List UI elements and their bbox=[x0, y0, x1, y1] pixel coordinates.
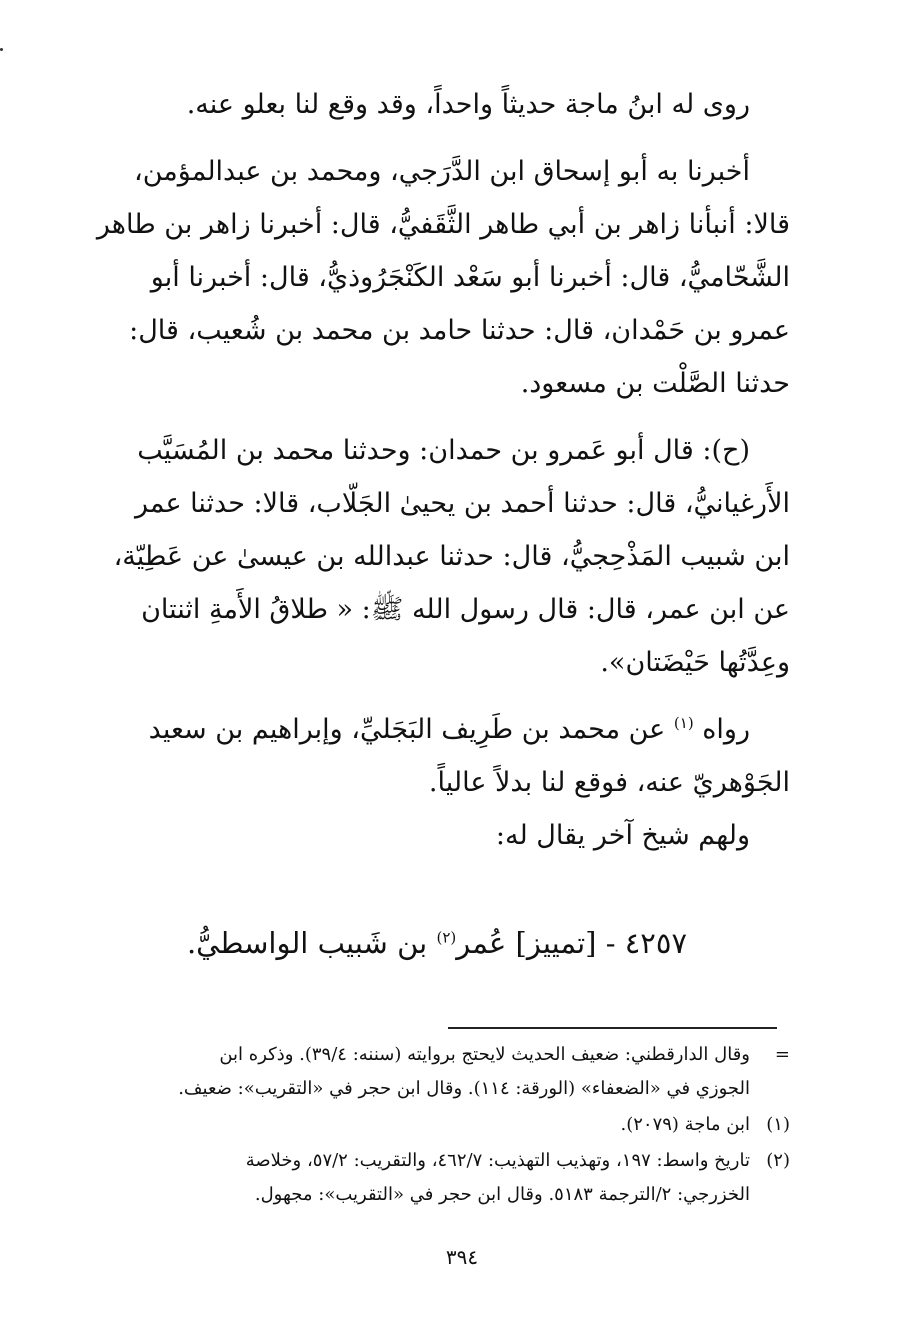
text-line: الجَوْهريّ عنه، فوقع لنا بدلاً عالياً. bbox=[428, 767, 790, 798]
text-line: وقال الدارقطني: ضعيف الحديث لايحتج بروايته (سننه: ٣٩/٤). وذكره ابن bbox=[219, 1044, 750, 1065]
footnote-text bbox=[84, 1108, 750, 1142]
footnote-mark: (٢) bbox=[766, 1150, 790, 1171]
footnote-2 bbox=[84, 1144, 790, 1212]
text-line: ابن شبيب المَذْحِجيُّ، قال: حدثنا عبدالله بن عيسىٰ عن عَطِيّة، bbox=[113, 541, 790, 572]
paragraph-2-isnad bbox=[84, 145, 790, 410]
footnote-text bbox=[84, 1144, 750, 1212]
text-line: عمرو بن حَمْدان، قال: حدثنا حامد بن محمد بن شُعيب، قال: bbox=[129, 315, 790, 346]
footnote-mark: = bbox=[774, 1044, 790, 1065]
text-line: الجوزي في «الضعفاء» (الورقة: ١١٤). وقال ابن حجر في «التقريب»: ضعيف. bbox=[178, 1078, 750, 1099]
main-text bbox=[84, 78, 790, 862]
text-line: الشَّحّاميُّ، قال: أخبرنا أبو سَعْد الكَنْجَرُوذيُّ، قال: أخبرنا أبو bbox=[150, 262, 790, 293]
text-line: (ح): قال أبو عَمرو بن حمدان: وحدثنا محمد بن المُسَيَّب bbox=[137, 435, 750, 466]
paragraph-3-hadith bbox=[84, 424, 790, 689]
text-line: أخبرنا به أبو إسحاق ابن الدَّرَجي، ومحمد بن عبدالمؤمن، bbox=[134, 156, 750, 187]
paragraph-1 bbox=[84, 78, 790, 131]
text-line: حدثنا الصَّلْت بن مسعود. bbox=[520, 368, 790, 399]
footnote-mark: (١) bbox=[766, 1114, 790, 1135]
footnote-separator bbox=[448, 1027, 777, 1029]
text-line: ابن ماجة (٢٠٧٩). bbox=[620, 1114, 750, 1135]
text-line: وعِدَّتُها حَيْضَتان». bbox=[600, 647, 790, 678]
paragraph-4 bbox=[84, 703, 790, 862]
text-line: روى له ابنُ ماجة حديثاً واحداً، وقد وقع لنا بعلو عنه. bbox=[186, 89, 750, 120]
entry-prefix: ٤٢٥٧ - [تمييز] عُمر bbox=[456, 926, 688, 960]
entry-heading bbox=[84, 918, 790, 968]
footnote-continuation bbox=[84, 1038, 790, 1106]
text-fragment: عن محمد بن طَرِيف البَجَليِّ، وإبراهيم بن سعيد bbox=[148, 714, 666, 745]
footnote-ref[interactable]: (٢) bbox=[436, 928, 457, 947]
text-fragment: رواه bbox=[702, 714, 750, 745]
text-line: تاريخ واسط: ١٩٧، وتهذيب التهذيب: ٤٦٢/٧، والتقريب: ٥٧/٢، وخلاصة bbox=[245, 1150, 750, 1171]
entry-suffix: بن شَبيب الواسطيُّ. bbox=[186, 926, 428, 960]
text-line: الأَرغيانيُّ، قال: حدثنا أحمد بن يحيىٰ الجَلّاب، قالا: حدثنا عمر bbox=[134, 488, 790, 519]
text-line: الخزرجي: ٢/الترجمة ٥١٨٣. وقال ابن حجر في «التقريب»: مجهول. bbox=[254, 1184, 750, 1205]
footnote-1 bbox=[84, 1108, 790, 1142]
footnote-ref[interactable]: (١) bbox=[673, 714, 694, 732]
scan-speck bbox=[0, 48, 3, 51]
page-number: ٣٩٤ bbox=[445, 1245, 479, 1269]
text-line bbox=[84, 703, 790, 756]
text-line: قالا: أنبأنا زاهر بن أبي طاهر الثَّقَفيُّ، قال: أخبرنا زاهر بن طاهر bbox=[96, 209, 790, 240]
footnote-text bbox=[84, 1038, 750, 1106]
text-line: عن ابن عمر، قال: قال رسول الله ﷺ: « طلاقُ الأَمةِ اثنتان bbox=[141, 594, 790, 625]
text-line: ولهم شيخ آخر يقال له: bbox=[495, 820, 750, 851]
footnotes bbox=[84, 1038, 790, 1214]
